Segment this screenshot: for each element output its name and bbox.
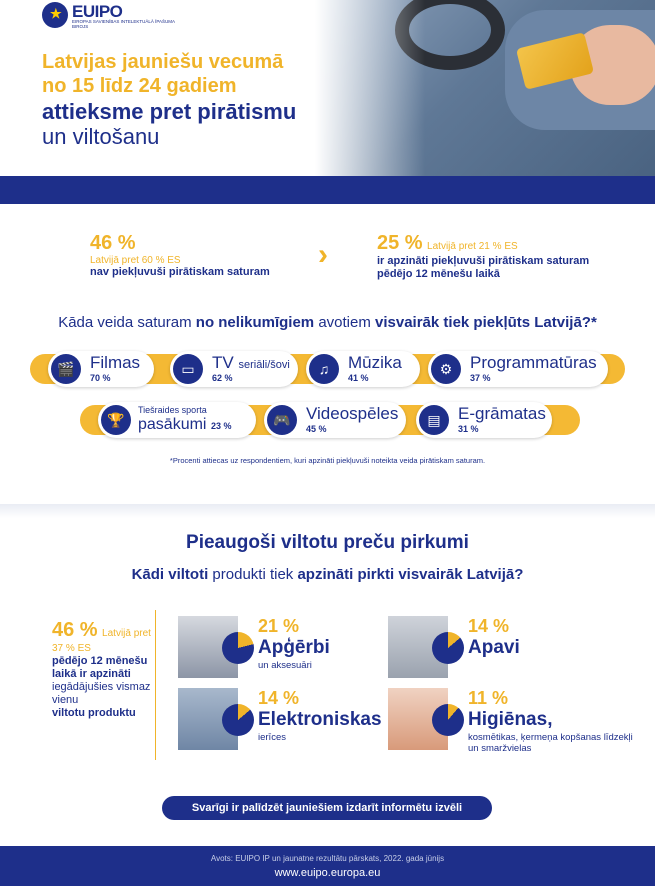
title-line1: Latvijas jauniešu vecumā bbox=[42, 51, 284, 73]
eu-stars-icon: ★ bbox=[42, 2, 68, 28]
photo-fade bbox=[315, 0, 425, 176]
item-sub: Tiešraides sporta bbox=[138, 405, 207, 415]
page-title-intro bbox=[42, 50, 322, 98]
film-icon: 🎬 bbox=[51, 354, 81, 384]
item-label: Programmatūras bbox=[470, 353, 597, 372]
music-icon: ♫ bbox=[309, 354, 339, 384]
item-sub: seriāli/šovi bbox=[238, 359, 290, 371]
section-divider bbox=[0, 504, 655, 518]
product-percent: 14 % bbox=[258, 688, 300, 708]
stat-value: 46 % bbox=[90, 232, 136, 254]
product-percent: 14 % bbox=[468, 616, 510, 636]
page-title-light: un viltošanu bbox=[42, 124, 160, 149]
counterfeit-heading: Pieaugoši viltotu preču pirkumi bbox=[186, 532, 469, 553]
product-name: Elektroniskas bbox=[258, 709, 382, 730]
content-item-videogames bbox=[264, 402, 406, 438]
page-title-strong: attieksme pret pirātismu bbox=[42, 99, 297, 124]
logo-subtitle: EIROPAS SAVIENĪBAS INTELEKTUĀLĀ ĪPAŠUMA BIROJS bbox=[72, 19, 175, 29]
footer bbox=[0, 846, 655, 886]
content-item-sports bbox=[98, 402, 256, 438]
header-band bbox=[0, 176, 655, 204]
item-percent: 41 % bbox=[348, 373, 369, 383]
title-line2: no 15 līdz 24 gadiem bbox=[42, 75, 237, 97]
logo-brand: EUIPO bbox=[72, 2, 123, 21]
product-desc: kosmētikas, ķermeņa kopšanas līdzekļi un smaržvielas bbox=[468, 732, 633, 754]
trophy-icon: 🏆 bbox=[101, 405, 131, 435]
question-text: Kāda veida saturam bbox=[58, 314, 192, 331]
content-item-ebooks bbox=[416, 402, 552, 438]
tv-label: TV bbox=[212, 353, 234, 372]
gamepad-icon: 🎮 bbox=[267, 405, 297, 435]
stat-value: 46 % bbox=[52, 619, 98, 641]
pie-chart-icon bbox=[222, 704, 254, 736]
stat-piracy bbox=[377, 232, 607, 281]
product-name: Apģērbi bbox=[258, 637, 330, 658]
item-label-wrap bbox=[138, 416, 231, 434]
question-text: avotiem bbox=[318, 314, 371, 331]
item-percent: 31 % bbox=[458, 424, 479, 434]
stat-counterfeit bbox=[52, 619, 152, 720]
counterfeit-section bbox=[0, 504, 655, 844]
item-percent: 45 % bbox=[306, 424, 327, 434]
stat-value: 25 % bbox=[377, 232, 423, 254]
item-percent: 62 % bbox=[212, 373, 233, 383]
item-label: E-grāmatas bbox=[458, 404, 546, 423]
stat-compare: Latvijā pret 37 % ES bbox=[52, 628, 151, 654]
header-banner bbox=[0, 0, 655, 176]
stat-line2: iegādājušies vismaz vienu bbox=[52, 681, 151, 706]
product-desc: un aksesuāri bbox=[258, 660, 312, 671]
content-item-music bbox=[306, 351, 420, 387]
stat-no-piracy bbox=[90, 232, 300, 279]
item-label: pasākumi bbox=[138, 416, 207, 433]
cta-banner: Svarīgi ir palīdzēt jauniešiem izdarīt informētu izvēli bbox=[162, 796, 492, 820]
pie-chart-icon bbox=[222, 632, 254, 664]
euipo-logo[interactable] bbox=[42, 2, 182, 28]
stat-compare: Latvijā pret 60 % ES bbox=[90, 255, 181, 266]
item-percent: 70 % bbox=[90, 373, 111, 383]
chevron-right-icon: › bbox=[318, 238, 328, 271]
header-photo bbox=[315, 0, 655, 176]
question-bold: Kādi viltoti bbox=[131, 566, 209, 583]
stat-text: nav piekļuvuši pirātiskam saturam bbox=[90, 266, 270, 278]
source-note: Avots: EUIPO IP un jaunatne rezultātu pārskats, 2022. gada jūnijs bbox=[210, 854, 445, 863]
piracy-section bbox=[0, 204, 655, 504]
product-name: Apavi bbox=[468, 637, 520, 658]
ebook-icon: ▤ bbox=[419, 405, 449, 435]
product-percent: 21 % bbox=[258, 616, 300, 636]
content-item-tv bbox=[170, 351, 298, 387]
item-label: Videospēles bbox=[306, 404, 399, 423]
software-icon: ⚙ bbox=[431, 354, 461, 384]
stat-text: ir apzināti piekļuvuši pirātiskam saturam pēdējo 12 mēnešu laikā bbox=[377, 255, 590, 280]
item-label: Filmas bbox=[90, 353, 141, 372]
item-label bbox=[212, 353, 290, 373]
question-bold: no nelikumīgiem bbox=[195, 314, 315, 331]
pie-chart-icon bbox=[432, 632, 464, 664]
item-percent: 23 % bbox=[210, 421, 232, 431]
pie-chart-icon bbox=[432, 704, 464, 736]
question-bold: visvairāk tiek piekļūts Latvijā?* bbox=[375, 314, 597, 331]
content-item-software bbox=[428, 351, 608, 387]
stat-line1: pēdējo 12 mēnešu laikā ir apzināti bbox=[52, 655, 148, 680]
counterfeit-question bbox=[0, 566, 655, 583]
product-desc: ierīces bbox=[258, 732, 286, 743]
stat-line3: viltotu produktu bbox=[52, 707, 136, 719]
piracy-question bbox=[0, 314, 655, 331]
footnote: *Procenti attiecas uz respondentiem, kuri apzināti piekļuvuši noteikta veida pirātiskam saturam. bbox=[169, 456, 486, 465]
question-text: produkti tiek bbox=[212, 566, 294, 583]
product-name: Higiēnas, bbox=[468, 709, 553, 730]
product-percent: 11 % bbox=[468, 688, 509, 708]
divider-line bbox=[155, 610, 156, 760]
question-bold: apzināti pirkti visvairāk Latvijā? bbox=[297, 566, 524, 583]
item-percent: 37 % bbox=[470, 373, 491, 383]
item-label: Mūzika bbox=[348, 353, 402, 372]
website-link[interactable]: www.euipo.europa.eu bbox=[274, 867, 381, 879]
content-item-films bbox=[48, 351, 154, 387]
tv-icon: ▭ bbox=[173, 354, 203, 384]
stat-compare: Latvijā pret 21 % ES bbox=[427, 241, 518, 252]
